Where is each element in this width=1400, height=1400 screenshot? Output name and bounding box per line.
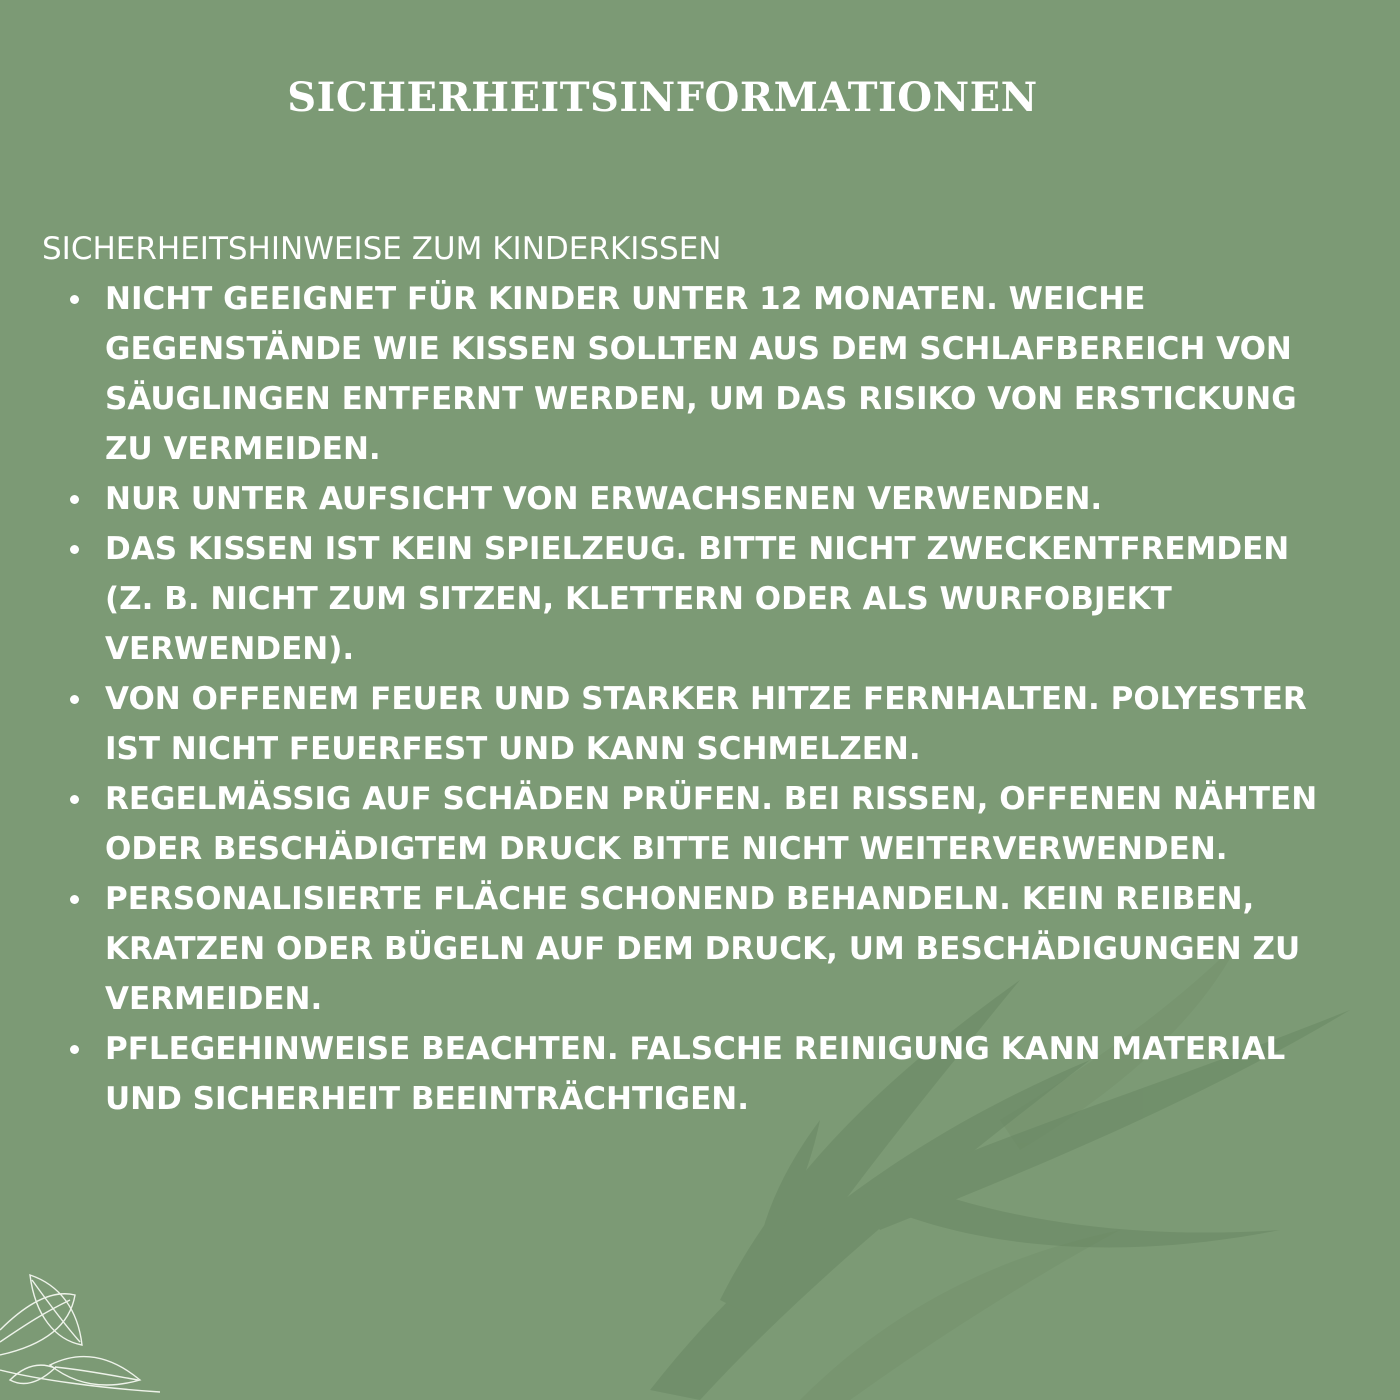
list-item-text: NUR UNTER AUFSICHT VON ERWACHSENEN VERWENDEN. [105,481,1103,517]
bullet-icon [70,295,79,304]
list-item-text: REGELMÄSSIG AUF SCHÄDEN PRÜFEN. BEI RISSEN, OFFENEN NÄHTEN ODER BESCHÄDIGTEM DRUCK BITTE NICHT WEITERVERWENDEN. [105,781,1318,867]
bullet-icon [70,545,79,554]
safety-list [42,274,1342,1124]
list-item [42,874,1342,1024]
list-item-text: DAS KISSEN IST KEIN SPIELZEUG. BITTE NICHT ZWECKENTFREMDEN (Z. B. NICHT ZUM SITZEN, KLETTERN ODER ALS WURFOBJEKT VERWENDEN). [105,531,1290,667]
bullet-icon [70,1045,79,1054]
list-item-text: PERSONALISIERTE FLÄCHE SCHONEND BEHANDELN. KEIN REIBEN, KRATZEN ODER BÜGELN AUF DEM DRUCK, UM BESCHÄDIGUNGEN ZU VERMEIDEN. [105,881,1301,1017]
list-item [42,674,1342,774]
list-item-text: NICHT GEEIGNET FÜR KINDER UNTER 12 MONATEN. WEICHE GEGENSTÄNDE WIE KISSEN SOLLTEN AUS DEM SCHLAFBEREICH VON SÄUGLINGEN ENTFERNT WERDEN, UM DAS RISIKO VON ERSTICKUNG ZU VERMEIDEN. [105,281,1297,467]
section-heading: SICHERHEITSHINWEISE ZUM KINDERKISSEN [42,231,722,267]
list-item [42,1024,1342,1124]
bullet-icon [70,495,79,504]
bullet-icon [70,895,79,904]
bullet-icon [70,695,79,704]
list-item [42,774,1342,874]
bullet-icon [70,795,79,804]
list-item [42,474,1342,524]
page-title: SICHERHEITSINFORMATIONEN [287,74,1038,121]
list-item-text: PFLEGEHINWEISE BEACHTEN. FALSCHE REINIGUNG KANN MATERIAL UND SICHERHEIT BEEINTRÄCHTIGEN. [105,1031,1286,1117]
leaf-outline-icon [0,1270,170,1400]
list-item [42,274,1342,474]
list-item-text: VON OFFENEM FEUER UND STARKER HITZE FERNHALTEN. POLYESTER IST NICHT FEUERFEST UND KANN SCHMELZEN. [105,681,1307,767]
safety-section [42,224,1342,1124]
list-item [42,524,1342,674]
